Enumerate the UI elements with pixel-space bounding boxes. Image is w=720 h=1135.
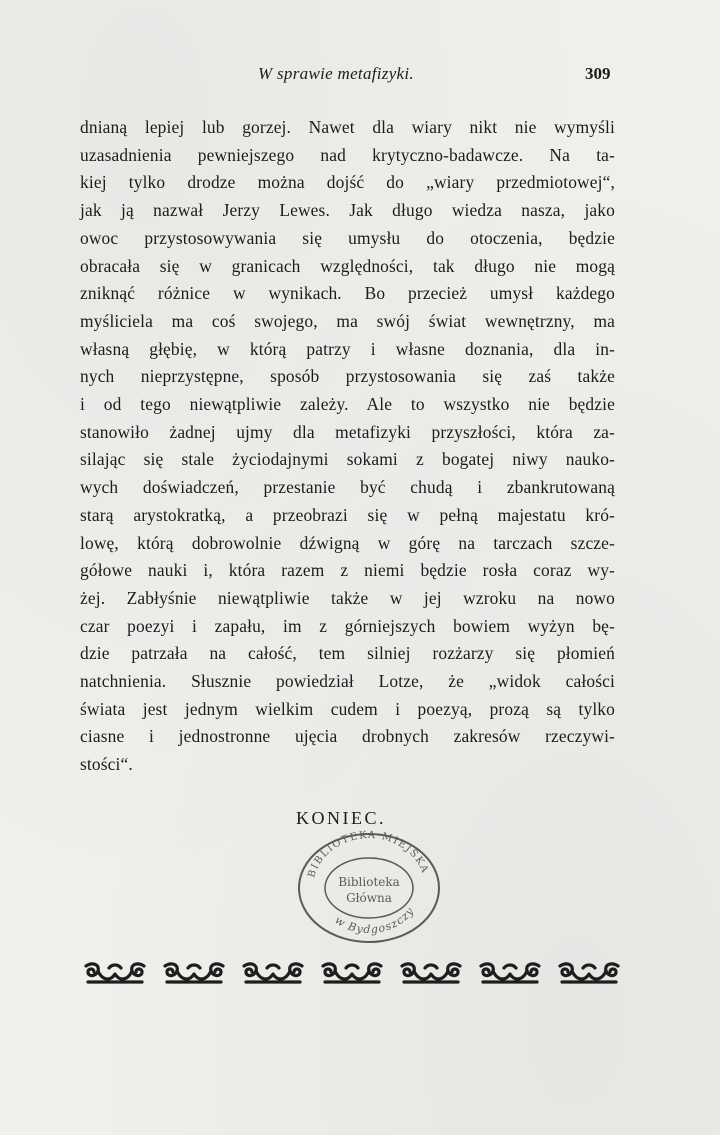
ornament-row — [82, 958, 622, 988]
scroll-ornament-icon — [319, 960, 385, 986]
text-line: myśliciela ma coś swojego, ma swój świat wewnętrzny, ma — [80, 310, 615, 331]
text-line: natchnienia. Słusznie powiedział Lotze, że „widok całości — [80, 671, 615, 692]
body-text — [80, 114, 615, 779]
text-line: silając się stale życiodajnymi sokami z bogatej niwy nauko- — [80, 449, 615, 470]
stamp-outer-text: BIBLIOTEKA MIEJSKA — [306, 829, 431, 880]
text-line: zniknąć różnice w wynikach. Bo przecież umysł każdego — [80, 283, 615, 304]
stamp-center-line-2: Główna — [346, 891, 392, 905]
running-head — [0, 62, 720, 90]
page-number: 309 — [585, 64, 611, 83]
scroll-ornament-icon — [240, 960, 306, 986]
scroll-ornament-icon — [161, 960, 227, 986]
text-line: stanowiło żadnej ujmy dla metafizyki przyszłości, która za- — [80, 421, 615, 442]
text-line: dzie patrzała na całość, tem silniej rozżarzy się płomień — [80, 643, 615, 664]
text-line-last: stości“. — [80, 754, 133, 775]
scroll-ornament-icon — [477, 960, 543, 986]
text-line: czar poezyi i zapału, im z górniejszych bowiem wyżyn bę- — [80, 615, 615, 636]
text-line: gółowe nauki i, która razem z niemi będzie rosła coraz wy- — [80, 560, 615, 581]
end-mark: KONIEC. — [296, 808, 386, 828]
text-line: obracała się w granicach względności, tak długo nie mogą — [80, 255, 615, 276]
text-line: ciasne i jednostronne ujęcia drobnych zakresów rzeczywi- — [80, 726, 615, 747]
text-line: świata jest jednym wielkim cudem i poezyą, prozą są tylko — [80, 698, 615, 719]
stamp-center-line-1: Biblioteka — [338, 875, 400, 889]
text-line: uzasadnienia pewniejszego nad krytyczno-badawcze. Na ta- — [80, 144, 615, 165]
stamp-bottom-text: w Bydgoszczy — [332, 904, 417, 937]
text-line: własną głębię, w którą patrzy i własne doznania, dla in- — [80, 338, 615, 359]
text-line: kiej tylko drodze można dojść do „wiary przedmiotowej“, — [80, 172, 615, 193]
library-stamp-icon — [293, 826, 445, 946]
text-line: jak ją nazwał Jerzy Lewes. Jak długo wiedza nasza, jako — [80, 200, 615, 221]
text-line: owoc przystosowywania się umysłu do otoczenia, będzie — [80, 227, 615, 248]
scroll-ornament-icon — [398, 960, 464, 986]
text-line: i od tego niewątpliwie zależy. Ale to wszystko nie będzie — [80, 394, 615, 415]
scroll-ornament-icon — [556, 960, 622, 986]
scroll-ornament-icon — [82, 960, 148, 986]
text-line: nych nieprzystępne, sposób przystosowania się zaś także — [80, 366, 615, 387]
text-line: starą arystokratką, a przeobrazi się w pełną majestatu kró- — [80, 504, 615, 525]
text-line: wych doświadczeń, przestanie być chudą i zbankrutowaną — [80, 477, 615, 498]
text-line: lowę, którą dobrowolnie dźwigną w górę na tarczach szcze- — [80, 532, 615, 553]
text-line: dnianą lepiej lub gorzej. Nawet dla wiary nikt nie wymyśli — [80, 117, 615, 137]
text-line: żej. Zabłyśnie niewątpliwie także w jej wzroku na nowo — [80, 587, 615, 608]
running-title: W sprawie metafizyki. — [258, 64, 414, 83]
